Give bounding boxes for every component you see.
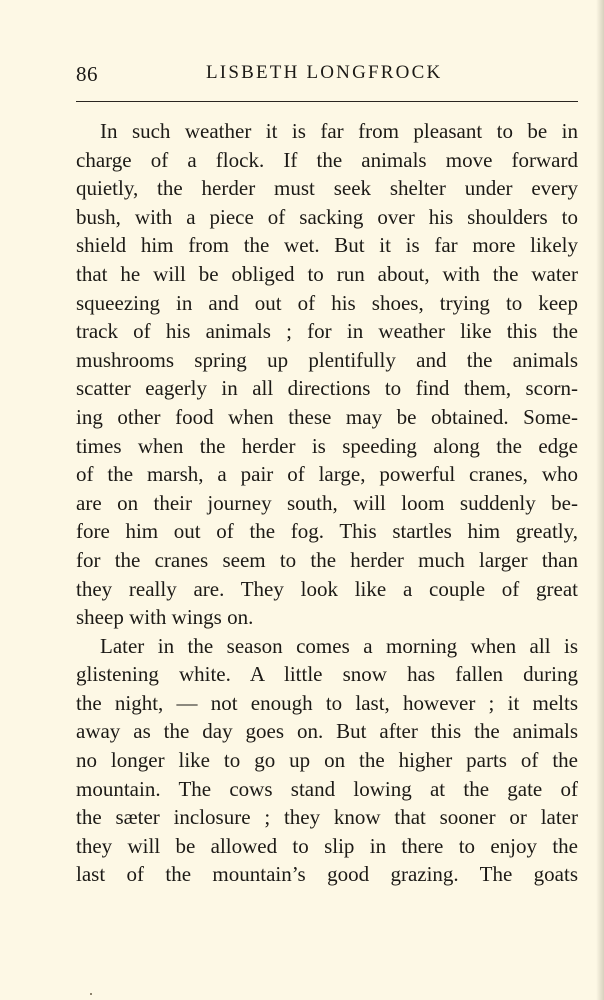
running-title: LISBETH LONGFROCK — [206, 62, 443, 83]
text-line: are on their journey south, will loom suddenly be- — [76, 490, 578, 515]
text-line: glistening white. A little snow has fallen during — [76, 662, 578, 687]
text-line: charge of a flock. If the animals move forward — [76, 147, 578, 172]
text-line: shield him from the wet. But it is far more likely — [76, 233, 578, 258]
text-line: the night, — not enough to last, however ; it melts — [76, 690, 578, 715]
text-line: quietly, the herder must seek shelter under every — [76, 176, 578, 201]
text-line: squeezing in and out of his shoes, trying to keep — [76, 290, 578, 315]
text-line: scatter eagerly in all directions to find them, scorn- — [76, 376, 578, 401]
text-line: times when the herder is speeding along the edge — [76, 433, 578, 458]
page-number: 86 — [76, 62, 98, 86]
text-line: mushrooms spring up plentifully and the animals — [76, 347, 578, 372]
text-line: for the cranes seem to the herder much larger than — [76, 547, 578, 572]
text-line: bush, with a piece of sacking over his shoulders to — [76, 204, 578, 229]
text-line: they really are. They look like a couple of great — [76, 576, 578, 601]
running-head — [76, 62, 578, 90]
text-line: that he will be obliged to run about, with the water — [76, 261, 578, 286]
text-line: Later in the season comes a morning when all is — [100, 633, 578, 658]
text-line: they will be allowed to slip in there to enjoy the — [76, 833, 578, 858]
text-line: sheep with wings on. — [76, 605, 254, 630]
text-line: In such weather it is far from pleasant to be in — [100, 119, 578, 143]
text-line: mountain. The cows stand lowing at the gate of — [76, 776, 578, 801]
text-line: track of his animals ; for in weather like this the — [76, 319, 578, 344]
text-line: ing other food when these may be obtained. Some- — [76, 404, 578, 429]
text-line: fore him out of the fog. This startles him greatly, — [76, 519, 578, 544]
text-line: the sæter inclosure ; they know that sooner or later — [76, 805, 578, 830]
header-rule — [76, 101, 578, 102]
page-edge-shadow — [596, 0, 604, 1000]
body-text — [76, 117, 578, 889]
text-line: no longer like to go up on the higher parts of the — [76, 748, 578, 773]
text-line: last of the mountain’s good grazing. The goats — [76, 862, 578, 887]
paper-speck — [90, 993, 92, 995]
text-line: of the marsh, a pair of large, powerful cranes, who — [76, 462, 578, 487]
text-line: away as the day goes on. But after this the animals — [76, 719, 578, 744]
